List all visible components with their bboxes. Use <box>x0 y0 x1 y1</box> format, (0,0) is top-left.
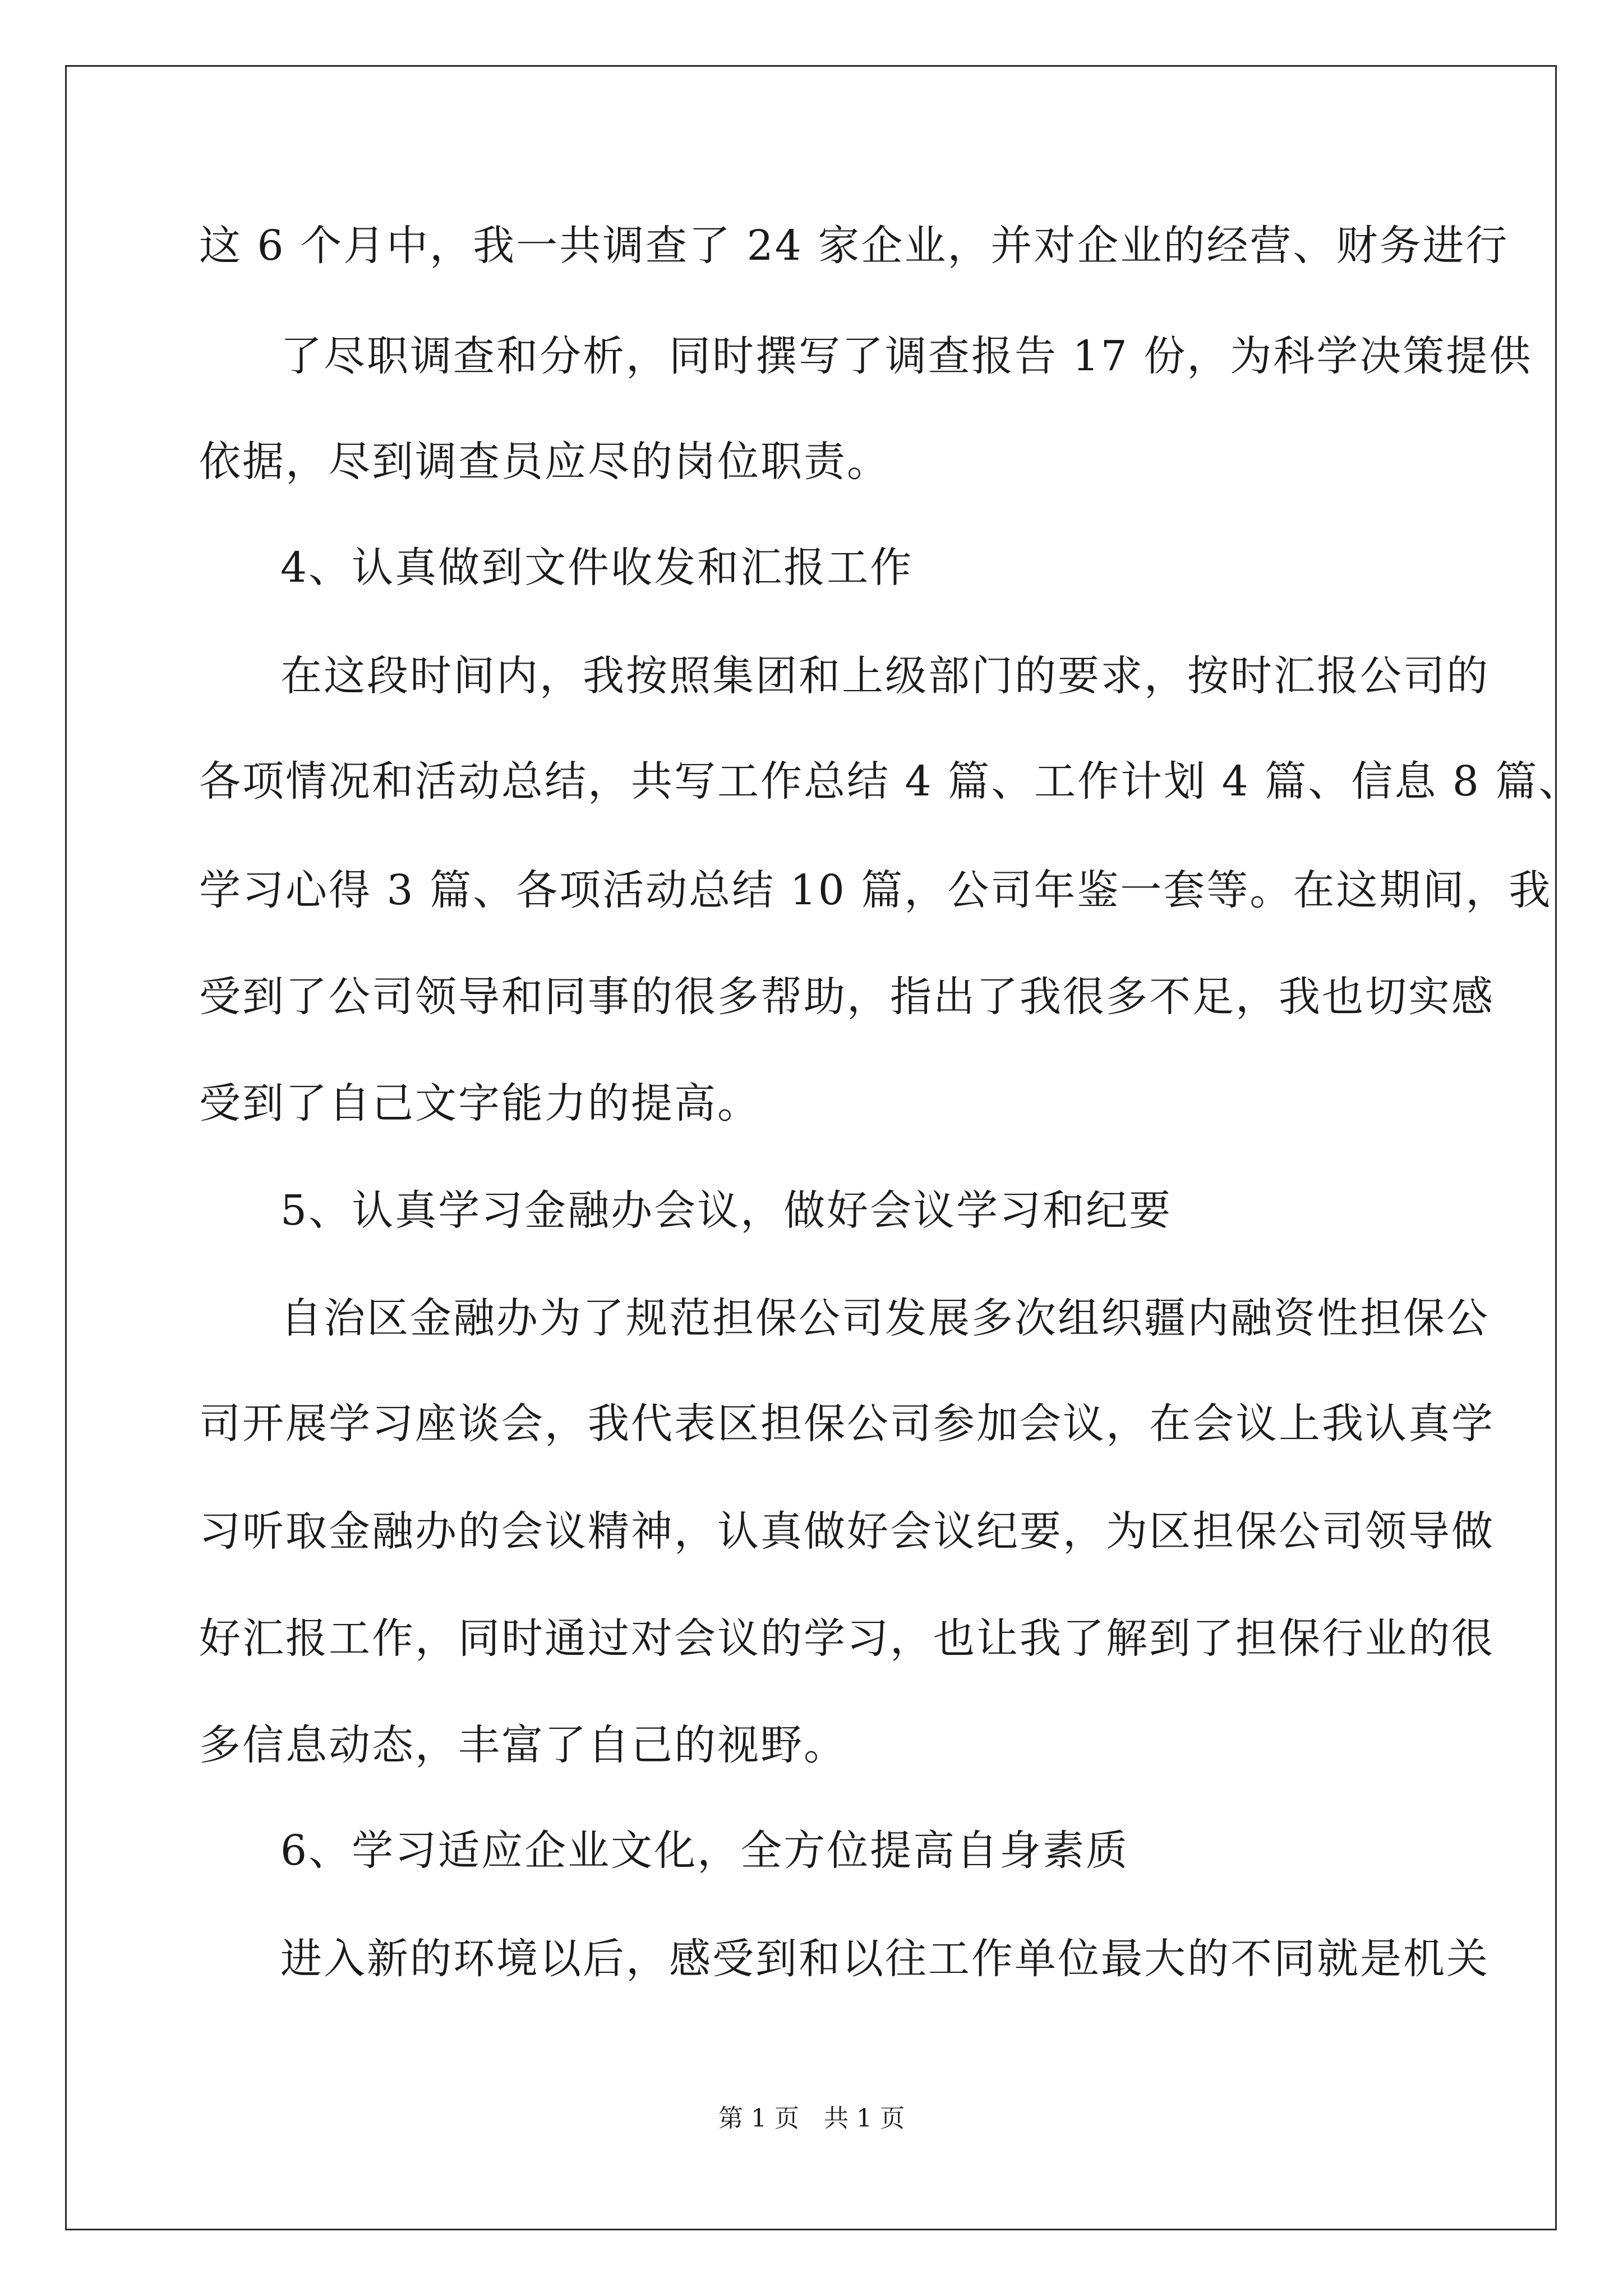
paragraph-line: 司开展学习座谈会，我代表区担保公司参加会议，在会议上我认真学 <box>199 1400 1495 1448</box>
page-number-footer: 第 1 页 共 1 页 <box>718 2104 905 2133</box>
page-border <box>65 65 1557 2230</box>
paragraph-line: 这 6 个月中，我一共调查了 24 家企业，并对企业的经营、财务进行 <box>199 222 1509 270</box>
section-heading: 4、认真做到文件收发和汇报工作 <box>280 544 914 592</box>
paragraph-line: 受到了公司领导和同事的很多帮助，指出了我很多不足，我也切实感 <box>199 973 1495 1021</box>
paragraph-line: 习听取金融办的会议精神，认真做好会议纪要，为区担保公司领导做 <box>199 1507 1495 1556</box>
paragraph-line: 进入新的环境以后，感受到和以往工作单位最大的不同就是机关 <box>280 1935 1490 1983</box>
paragraph-line: 多信息动态，丰富了自己的视野。 <box>199 1721 847 1769</box>
paragraph-line: 受到了自己文字能力的提高。 <box>199 1079 760 1128</box>
section-heading: 5、认真学习金融办会议，做好会议学习和纪要 <box>280 1186 1173 1235</box>
paragraph-line: 学习心得 3 篇、各项活动总结 10 篇，公司年鉴一套等。在这期间，我 <box>199 866 1552 914</box>
paragraph-line: 好汇报工作，同时通过对会议的学习，也让我了解到了担保行业的很 <box>199 1614 1495 1663</box>
paragraph-line: 依据，尽到调查员应尽的岗位职责。 <box>199 438 890 486</box>
paragraph-line: 了尽职调查和分析，同时撰写了调查报告 17 份，为科学决策提供 <box>280 332 1533 380</box>
paragraph-line: 在这段时间内，我按照集团和上级部门的要求，按时汇报公司的 <box>280 652 1490 700</box>
paragraph-line: 各项情况和活动总结，共写工作总结 4 篇、工作计划 4 篇、信息 8 篇、 <box>199 757 1582 806</box>
section-heading: 6、学习适应企业文化，全方位提高自身素质 <box>280 1826 1129 1875</box>
paragraph-line: 自治区金融办为了规范担保公司发展多次组织疆内融资性担保公 <box>280 1294 1490 1342</box>
